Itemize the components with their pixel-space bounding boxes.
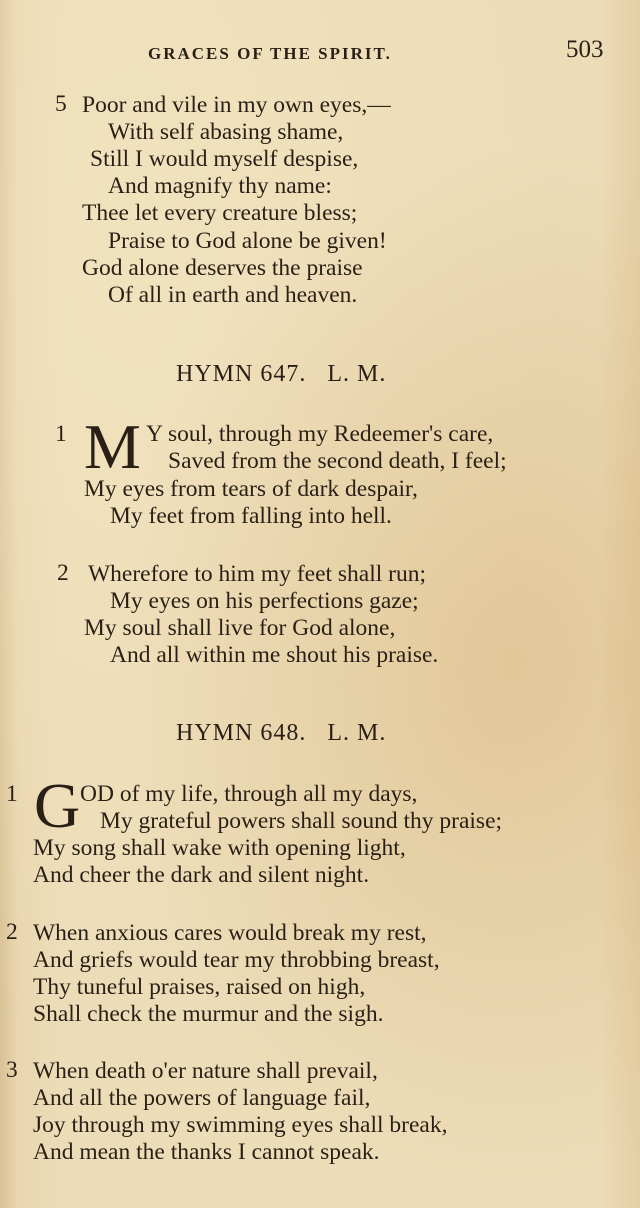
stanza-number: 2 — [57, 560, 69, 586]
hymn-648-title — [176, 720, 386, 747]
verse-line: My eyes on his perfections gaze; — [110, 588, 419, 614]
page-number: 503 — [566, 36, 604, 63]
verse-line: With self abasing shame, — [108, 119, 344, 145]
stanza-number: 2 — [6, 919, 18, 945]
verse-line: And griefs would tear my throbbing breast, — [33, 947, 440, 973]
verse-line: God alone deserves the praise — [82, 255, 363, 281]
verse-line: And magnify thy name: — [108, 173, 332, 199]
hymn-number: HYMN 648. — [176, 720, 307, 746]
verse-line: Praise to God alone be given! — [108, 228, 387, 254]
verse-line: Still I would myself despise, — [90, 146, 359, 172]
running-title: GRACES OF THE SPIRIT. — [148, 44, 392, 63]
verse-line: Thee let every creature bless; — [82, 200, 358, 226]
verse-line: And mean the thanks I cannot speak. — [33, 1139, 380, 1165]
hymn-number: HYMN 647. — [176, 361, 307, 387]
verse-line: My feet from falling into hell. — [110, 503, 392, 529]
verse-line: Saved from the second death, I feel; — [168, 448, 507, 474]
hymn-647-title — [176, 361, 386, 388]
verse-line: When death o'er nature shall prevail, — [33, 1058, 378, 1084]
verse-line: OD of my life, through all my days, — [80, 781, 418, 807]
drop-cap: M — [84, 411, 141, 482]
verse-line: Poor and vile in my own eyes,— — [82, 92, 391, 118]
verse-line: And all within me shout his praise. — [110, 642, 439, 668]
verse-line: My soul shall live for God alone, — [84, 615, 396, 641]
verse-line: Shall check the murmur and the sigh. — [33, 1001, 384, 1027]
verse-line: Wherefore to him my feet shall run; — [88, 561, 427, 587]
verse-line: And all the powers of language fail, — [33, 1085, 371, 1111]
verse-line: Y soul, through my Redeemer's care, — [146, 421, 494, 447]
hymn-meter: L. M. — [327, 361, 387, 387]
hymn-meter: L. M. — [327, 720, 387, 746]
drop-cap: G — [34, 770, 81, 841]
verse-line: My song shall wake with opening light, — [33, 835, 406, 861]
stanza-number: 1 — [6, 781, 18, 807]
verse-line: When anxious cares would break my rest, — [33, 920, 427, 946]
verse-line: Of all in earth and heaven. — [108, 282, 358, 308]
verse-line: Thy tuneful praises, raised on high, — [33, 974, 366, 1000]
stanza-number: 3 — [6, 1057, 18, 1083]
stanza-number: 5 — [55, 91, 67, 117]
verse-line: My eyes from tears of dark despair, — [84, 476, 418, 502]
stanza-number: 1 — [55, 421, 67, 447]
verse-line: Joy through my swimming eyes shall break, — [33, 1112, 448, 1138]
verse-line: And cheer the dark and silent night. — [33, 862, 370, 888]
verse-line: My grateful powers shall sound thy praise; — [100, 808, 503, 834]
